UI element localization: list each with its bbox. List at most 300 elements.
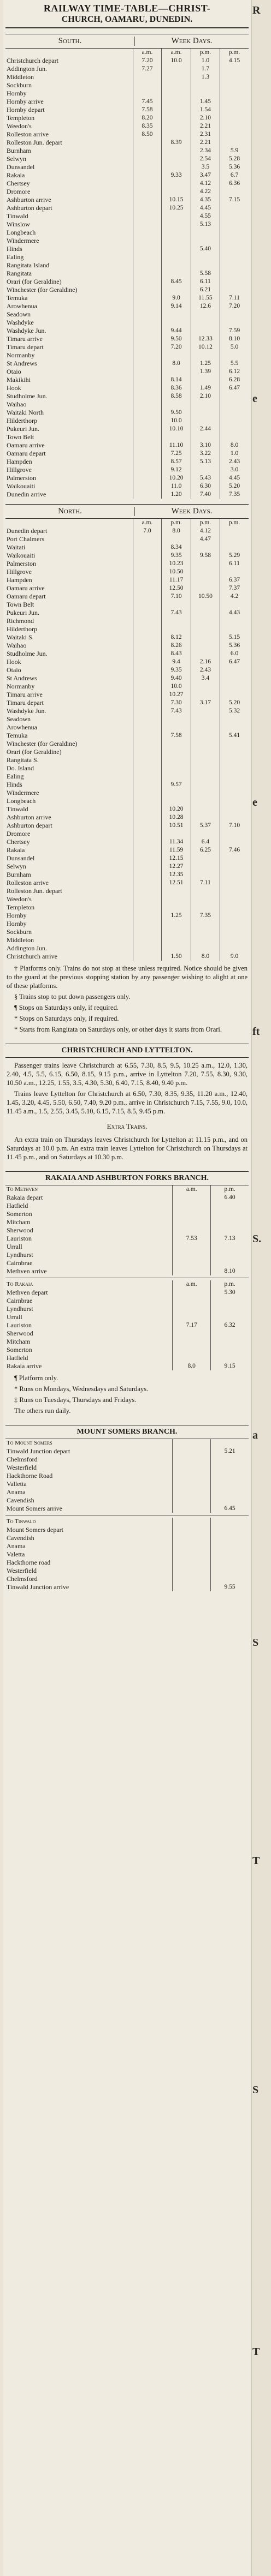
timetable-row: [5, 846, 249, 854]
units-row: [5, 519, 249, 527]
departure-time: [133, 633, 162, 642]
timetable-row: [5, 756, 249, 764]
timetable-row: [5, 723, 249, 732]
departure-time: [173, 1346, 211, 1354]
station-name: Washdyke Jun.: [7, 707, 46, 715]
timetable-row: [5, 601, 249, 609]
rakaia-branch-title: RAKAIA AND ASHBURTON FORKS BRANCH.: [5, 1171, 249, 1185]
timetable-row: [5, 854, 249, 862]
departure-time: [173, 1267, 211, 1275]
timetable-row: [5, 1464, 249, 1472]
departure-time: 1.3: [191, 73, 220, 81]
station-name: Timaru depart: [7, 699, 44, 706]
departure-time: [220, 871, 249, 879]
station-name: Hook: [7, 658, 21, 666]
departure-time: [191, 433, 220, 441]
timetable-row: [5, 302, 249, 310]
departure-time: 5.0: [220, 343, 249, 351]
timetable-row: [5, 400, 249, 409]
departure-time: [191, 560, 220, 568]
departure-time: [220, 319, 249, 327]
departure-time: [191, 740, 220, 748]
south-timetable: [5, 49, 249, 499]
departure-time: [162, 756, 191, 764]
departure-time: [173, 1354, 211, 1362]
departure-time: [220, 269, 249, 278]
departure-time: [162, 601, 191, 609]
departure-time: [191, 319, 220, 327]
time-unit-label: a.m.: [173, 1280, 211, 1289]
departure-time: [133, 789, 162, 797]
departure-time: [162, 220, 191, 229]
departure-time: [220, 723, 249, 732]
departure-time: [173, 1259, 211, 1267]
departure-time: [191, 576, 220, 584]
departure-time: [191, 903, 220, 912]
departure-time: [220, 433, 249, 441]
timetable-row: [5, 666, 249, 674]
destination-label: To Methven: [7, 1186, 38, 1193]
departure-time: [162, 617, 191, 625]
departure-time: [133, 535, 162, 543]
departure-time: [162, 772, 191, 781]
departure-time: 3.22: [191, 450, 220, 458]
departure-time: 11.59: [162, 846, 191, 854]
timetable-row: [5, 490, 249, 499]
departure-time: [173, 1297, 211, 1305]
departure-time: 6.4: [191, 838, 220, 846]
departure-time: [162, 147, 191, 155]
departure-time: [191, 376, 220, 384]
timetable-row: [5, 797, 249, 805]
timetable-row: [5, 650, 249, 658]
note-line: * Starts from Rangitata on Saturdays only, or other days it starts from Orari.: [14, 1026, 222, 1033]
departure-time: [162, 740, 191, 748]
departure-time: [162, 400, 191, 409]
north-days: Week Days.: [134, 507, 249, 516]
departure-time: [211, 1559, 249, 1567]
departure-time: [133, 482, 162, 490]
timetable-row: [5, 278, 249, 286]
departure-time: [191, 772, 220, 781]
departure-time: [191, 642, 220, 650]
timetable-row: [5, 707, 249, 715]
departure-time: 5.9: [220, 147, 249, 155]
departure-time: 11.0: [162, 482, 191, 490]
timetable-row: [5, 944, 249, 952]
departure-time: [191, 609, 220, 617]
station-name: Urrall: [7, 1243, 22, 1250]
departure-time: [133, 474, 162, 482]
departure-time: [220, 813, 249, 822]
departure-time: 2.43: [220, 458, 249, 466]
departure-time: [220, 912, 249, 920]
departure-time: [162, 286, 191, 294]
departure-time: [220, 601, 249, 609]
departure-time: [162, 310, 191, 319]
timetable-row: [5, 1480, 249, 1488]
timetable-row: [5, 805, 249, 813]
departure-time: [162, 368, 191, 376]
timetable-row: [5, 482, 249, 490]
departure-time: 5.36: [220, 163, 249, 171]
departure-time: [211, 1297, 249, 1305]
departure-time: 12.51: [162, 879, 191, 887]
departure-time: [162, 106, 191, 114]
station-name: Seadown: [7, 715, 31, 723]
departure-time: [211, 1542, 249, 1550]
departure-time: 7.20: [162, 343, 191, 351]
station-name: Rolleston Jun. depart: [7, 887, 62, 895]
departure-time: [220, 797, 249, 805]
station-name: Normanby: [7, 351, 35, 359]
departure-time: 7.45: [133, 98, 162, 106]
timetable-row: [5, 862, 249, 871]
departure-time: 5.58: [191, 269, 220, 278]
timetable-row: [5, 576, 249, 584]
departure-time: [133, 245, 162, 253]
departure-time: [173, 1534, 211, 1542]
departure-time: 2.34: [191, 147, 220, 155]
departure-time: 6.21: [191, 286, 220, 294]
departure-time: [191, 895, 220, 903]
departure-time: [220, 543, 249, 552]
departure-time: 9.33: [162, 171, 191, 179]
time-unit-label: a.m.: [173, 1185, 211, 1194]
units-row: [5, 49, 249, 57]
departure-time: 10.0: [162, 417, 191, 425]
departure-time: [220, 114, 249, 122]
departure-time: [162, 723, 191, 732]
departure-time: 4.12: [191, 527, 220, 535]
departure-time: [191, 862, 220, 871]
departure-time: [173, 1338, 211, 1346]
departure-time: [133, 903, 162, 912]
time-unit-label: a.m.: [133, 49, 162, 57]
timetable-row: [5, 343, 249, 351]
departure-time: [220, 392, 249, 400]
time-unit-label: p.m.: [191, 519, 220, 527]
time-unit-label: p.m.: [211, 1185, 249, 1194]
departure-time: [133, 871, 162, 879]
timetable-row: [5, 903, 249, 912]
timetable-row: [5, 327, 249, 335]
departure-time: 4.47: [191, 535, 220, 543]
departure-time: [162, 903, 191, 912]
departure-time: [133, 212, 162, 220]
station-name: Lyndhurst: [7, 1251, 33, 1259]
departure-time: 8.14: [162, 376, 191, 384]
departure-time: 11.10: [162, 441, 191, 450]
station-name: Rakaia: [7, 846, 25, 854]
station-name: Hook: [7, 384, 21, 392]
station-name: Rangitata Island: [7, 261, 50, 269]
station-name: Cavendish: [7, 1534, 34, 1542]
station-name: Hackthorne road: [7, 1559, 51, 1566]
departure-time: 7.11: [191, 879, 220, 887]
departure-time: [191, 813, 220, 822]
departure-time: 8.0: [220, 441, 249, 450]
station-name: Studholme Jun.: [7, 650, 48, 657]
north-timetable: [5, 519, 249, 961]
station-name: Addington Jun.: [7, 944, 48, 952]
departure-time: [173, 1505, 211, 1513]
time-unit-label: a.m.: [133, 519, 162, 527]
departure-time: 7.10: [162, 592, 191, 601]
departure-time: [133, 294, 162, 302]
note-line: ¶ Stops on Saturdays only, if required.: [14, 1004, 119, 1011]
timetable-row: [5, 57, 249, 65]
departure-time: [162, 764, 191, 772]
departure-time: [191, 310, 220, 319]
departure-time: [133, 846, 162, 854]
departure-time: [133, 343, 162, 351]
timetable-row: [5, 560, 249, 568]
timetable-row: [5, 188, 249, 196]
departure-time: [162, 433, 191, 441]
departure-time: 8.35: [133, 122, 162, 130]
timetable-row: [5, 245, 249, 253]
departure-time: 9.44: [162, 327, 191, 335]
time-unit-label: p.m.: [220, 519, 249, 527]
departure-time: [173, 1567, 211, 1575]
departure-time: 5.13: [191, 220, 220, 229]
timetable-row: [5, 1321, 249, 1329]
timetable-row: [5, 212, 249, 220]
departure-time: [162, 122, 191, 130]
departure-time: 9.50: [162, 335, 191, 343]
departure-time: [133, 360, 162, 368]
departure-time: [133, 862, 162, 871]
departure-time: 5.15: [220, 633, 249, 642]
departure-time: [173, 1305, 211, 1313]
station-name: Orari (for Geraldine): [7, 278, 62, 285]
departure-time: [220, 625, 249, 633]
departure-time: 4.45: [191, 204, 220, 212]
departure-time: [220, 535, 249, 543]
departure-time: [162, 748, 191, 756]
departure-time: [133, 458, 162, 466]
timetable-row: [5, 1297, 249, 1305]
station-name: Waihao: [7, 400, 27, 408]
timetable-row: [5, 535, 249, 543]
timetable-row: [5, 1488, 249, 1496]
timetable-row: [5, 220, 249, 229]
station-name: Templeton: [7, 114, 35, 122]
departure-time: 7.37: [220, 584, 249, 592]
departure-time: 7.43: [162, 707, 191, 715]
timetable-row: [5, 1550, 249, 1559]
departure-time: 1.45: [191, 98, 220, 106]
departure-time: [191, 466, 220, 474]
departure-time: 7.43: [162, 609, 191, 617]
timetable-row: [5, 253, 249, 261]
station-name: Rangitata: [7, 269, 32, 277]
departure-time: [133, 797, 162, 805]
departure-time: 4.45: [220, 474, 249, 482]
timetable-row: [5, 838, 249, 846]
departure-time: [220, 245, 249, 253]
departure-time: [162, 179, 191, 188]
timetable-row: [5, 1210, 249, 1218]
departure-time: [211, 1575, 249, 1583]
departure-time: [162, 797, 191, 805]
timetable-row: [5, 433, 249, 441]
departure-time: [211, 1464, 249, 1472]
departure-time: 4.22: [191, 188, 220, 196]
departure-time: [220, 253, 249, 261]
departure-time: [162, 351, 191, 360]
time-unit-label: [211, 1439, 249, 1447]
departure-time: 8.50: [133, 130, 162, 139]
departure-time: [191, 936, 220, 944]
departure-time: [133, 781, 162, 789]
station-name: Hinds: [7, 781, 22, 788]
timetable-row: [5, 781, 249, 789]
departure-time: [211, 1354, 249, 1362]
station-name: Hornby: [7, 920, 27, 927]
departure-time: 8.39: [162, 139, 191, 147]
departure-time: 8.43: [162, 650, 191, 658]
departure-time: [191, 732, 220, 740]
departure-time: [133, 147, 162, 155]
departure-time: [220, 229, 249, 237]
departure-time: [133, 286, 162, 294]
departure-time: 10.12: [191, 343, 220, 351]
station-name: Ashburton depart: [7, 822, 52, 829]
timetable-row: [5, 196, 249, 204]
departure-time: 10.15: [162, 196, 191, 204]
departure-time: [220, 310, 249, 319]
timetable-row: [5, 114, 249, 122]
south-days: Week Days.: [134, 37, 249, 46]
departure-time: 8.10: [220, 335, 249, 343]
timetable-row: [5, 543, 249, 552]
departure-time: 12.33: [191, 335, 220, 343]
departure-time: [220, 838, 249, 846]
departure-time: 10.0: [162, 57, 191, 65]
departure-time: [162, 229, 191, 237]
adjacent-column-edge: [251, 0, 271, 2576]
departure-time: [220, 400, 249, 409]
departure-time: [220, 756, 249, 764]
departure-time: [173, 1550, 211, 1559]
departure-time: 7.27: [133, 65, 162, 73]
departure-time: 1.20: [162, 490, 191, 499]
departure-time: [133, 327, 162, 335]
departure-time: 5.41: [220, 732, 249, 740]
departure-time: [220, 781, 249, 789]
departure-time: [133, 813, 162, 822]
departure-time: [173, 1289, 211, 1297]
departure-time: 10.50: [162, 568, 191, 576]
station-name: Rolleston arrive: [7, 879, 49, 886]
timetable-row: [5, 269, 249, 278]
station-name: Richmond: [7, 617, 34, 625]
departure-time: 5.21: [211, 1447, 249, 1455]
departure-time: [173, 1218, 211, 1226]
time-unit-label: [211, 1518, 249, 1526]
departure-time: [191, 400, 220, 409]
departure-time: 10.10: [162, 425, 191, 433]
departure-time: [191, 920, 220, 928]
station-name: Seadown: [7, 310, 31, 318]
station-name: Rakaia: [7, 171, 25, 179]
departure-time: [162, 237, 191, 245]
station-name: Washdyke: [7, 319, 34, 326]
departure-time: 6.28: [220, 376, 249, 384]
edge-fragment: e: [252, 796, 257, 808]
departure-time: [133, 310, 162, 319]
page-title: RAILWAY TIME-TABLE—CHRIST-: [43, 3, 211, 14]
extra-trains-paragraph: An extra train on Thursdays leaves Christchurch for Lyttelton at 11.15 p.m., and on Saturdays at 10.0 p.m. An extra train leaves Lyttelton for Christchurch on Thursdays at 11.45 p.m., and on Saturdays at 10.30 p.m.: [7, 1136, 248, 1161]
timetable-row: [5, 715, 249, 723]
departure-time: [191, 633, 220, 642]
departure-time: [162, 535, 191, 543]
departure-time: [173, 1447, 211, 1455]
departure-time: [211, 1313, 249, 1321]
timetable-row: [5, 617, 249, 625]
departure-time: [173, 1194, 211, 1202]
station-name: Middleton: [7, 936, 34, 944]
departure-time: [173, 1329, 211, 1338]
station-name: Westerfield: [7, 1567, 37, 1574]
departure-time: 1.50: [162, 952, 191, 961]
station-name: Hatfield: [7, 1202, 28, 1209]
departure-time: [191, 928, 220, 936]
departure-time: 4.43: [220, 609, 249, 617]
departure-time: [133, 351, 162, 360]
departure-time: [191, 715, 220, 723]
departure-time: [133, 920, 162, 928]
departure-time: [211, 1226, 249, 1235]
timetable-row: [5, 871, 249, 879]
timetable-row: [5, 474, 249, 482]
timetable-row: [5, 1289, 249, 1297]
timetable-row: [5, 764, 249, 772]
departure-time: 1.49: [191, 384, 220, 392]
departure-time: [191, 409, 220, 417]
departure-time: [162, 114, 191, 122]
departure-time: 6.11: [220, 560, 249, 568]
departure-time: [133, 368, 162, 376]
departure-time: 9.4: [162, 658, 191, 666]
departure-time: 12.6: [191, 302, 220, 310]
departure-time: 5.40: [191, 245, 220, 253]
station-name: Cairnbrae: [7, 1259, 33, 1267]
departure-time: [133, 278, 162, 286]
time-unit-label: p.m.: [220, 49, 249, 57]
departure-time: [220, 944, 249, 952]
timetable-row: [5, 887, 249, 895]
mount-somers-timetable: [5, 1439, 249, 1513]
edge-fragment: T: [252, 1855, 260, 1867]
timetable-row: [5, 81, 249, 89]
units-row: [5, 1280, 249, 1289]
departure-time: 2.10: [191, 114, 220, 122]
station-name: Ashburton depart: [7, 204, 52, 212]
timetable-row: [5, 952, 249, 961]
departure-time: [220, 666, 249, 674]
departure-time: [220, 188, 249, 196]
station-name: Hillgrove: [7, 568, 32, 576]
station-name: Sockburn: [7, 81, 32, 89]
station-name: Temuka: [7, 732, 28, 739]
departure-time: 7.20: [133, 57, 162, 65]
departure-time: [211, 1526, 249, 1534]
departure-time: [211, 1480, 249, 1488]
departure-time: [191, 237, 220, 245]
